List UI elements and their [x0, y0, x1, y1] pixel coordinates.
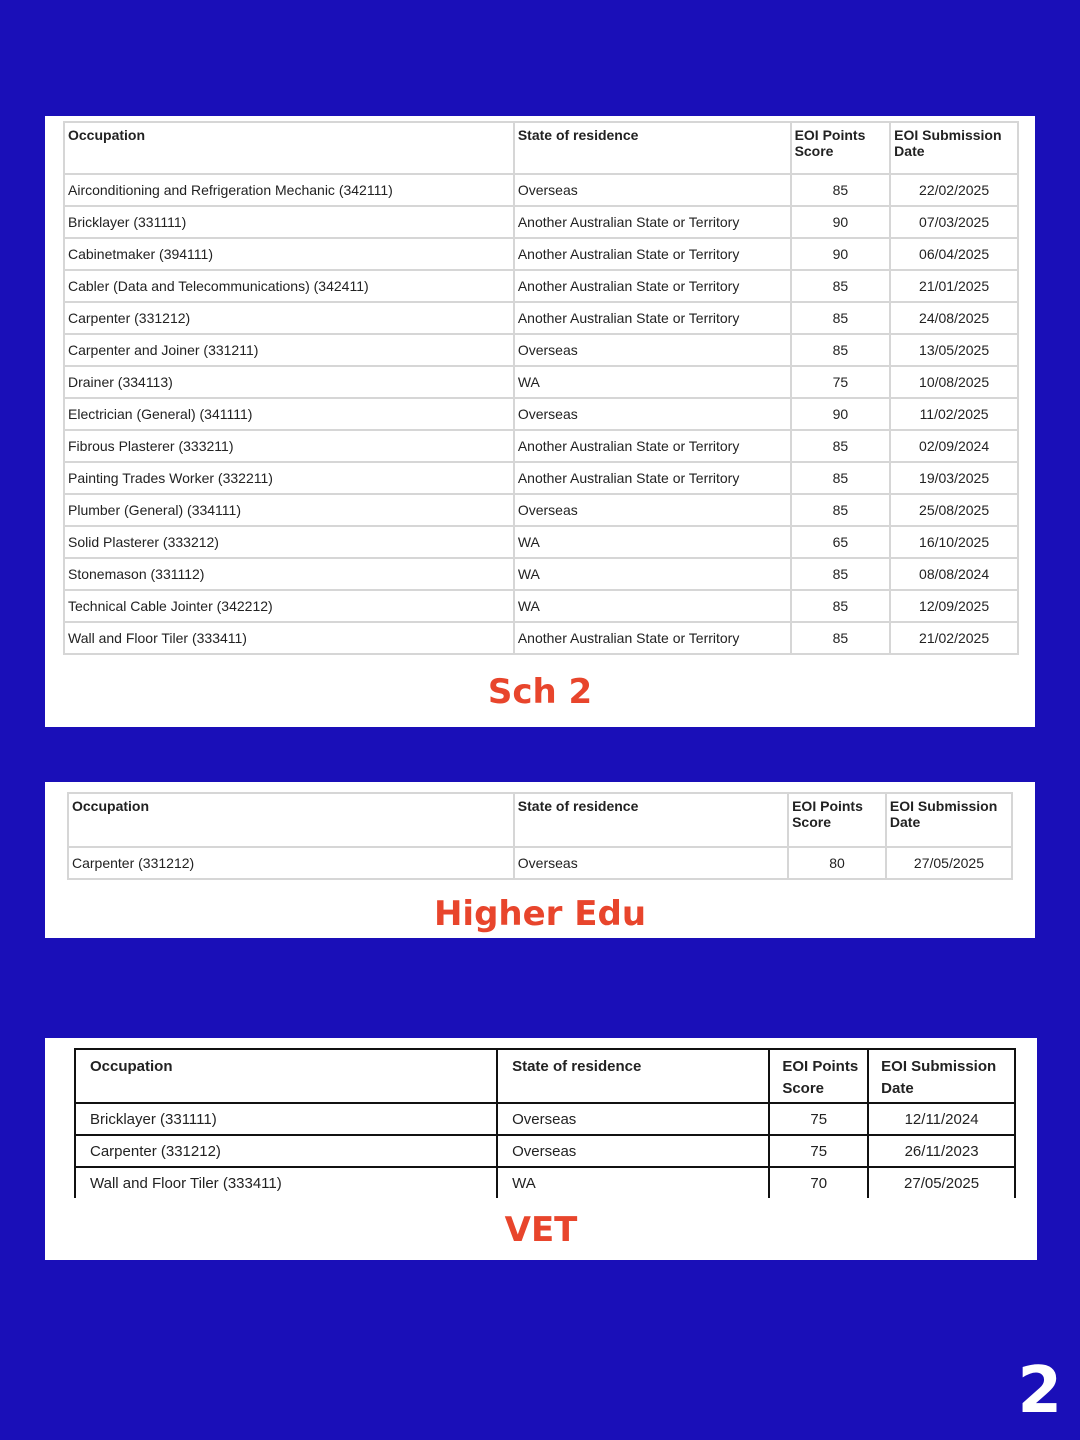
points-cell: 90 — [792, 399, 890, 429]
occupation-cell: Airconditioning and Refrigeration Mechanic (342111) — [65, 175, 513, 205]
vet-table — [74, 1048, 1016, 1198]
date-cell: 12/09/2025 — [891, 591, 1017, 621]
points-cell: 75 — [769, 1103, 868, 1135]
points-cell: 90 — [792, 239, 890, 269]
occupation-cell: Electrician (General) (341111) — [65, 399, 513, 429]
points-cell: 90 — [792, 207, 890, 237]
table-row — [65, 431, 1017, 461]
occupation-cell: Bricklayer (331111) — [75, 1103, 497, 1135]
table-row — [75, 1103, 1015, 1135]
state-cell: Overseas — [515, 495, 790, 525]
points-cell: 85 — [792, 175, 890, 205]
table-row — [65, 239, 1017, 269]
date-cell: 08/08/2024 — [891, 559, 1017, 589]
header-points: EOI Points Score — [769, 1049, 868, 1103]
state-cell: Another Australian State or Territory — [515, 623, 790, 653]
points-cell: 75 — [769, 1135, 868, 1167]
table-row — [65, 207, 1017, 237]
table-row — [69, 848, 1011, 878]
state-cell: WA — [515, 591, 790, 621]
table-header-row — [75, 1049, 1015, 1103]
header-points: EOI Points Score — [789, 794, 885, 846]
points-cell: 85 — [792, 463, 890, 493]
occupation-cell: Drainer (334113) — [65, 367, 513, 397]
header-state: State of residence — [497, 1049, 769, 1103]
higher-edu-panel — [45, 782, 1035, 938]
state-cell: Overseas — [497, 1135, 769, 1167]
table-row — [65, 591, 1017, 621]
header-occupation: Occupation — [65, 123, 513, 173]
header-date: EOI Submission Date — [887, 794, 1011, 846]
table-row — [75, 1135, 1015, 1167]
table-row — [65, 623, 1017, 653]
occupation-cell: Cabinetmaker (394111) — [65, 239, 513, 269]
table-header-row — [69, 794, 1011, 846]
points-cell: 85 — [792, 271, 890, 301]
state-cell: Another Australian State or Territory — [515, 303, 790, 333]
occupation-cell: Cabler (Data and Telecommunications) (342411) — [65, 271, 513, 301]
table-row — [65, 335, 1017, 365]
points-cell: 85 — [792, 335, 890, 365]
date-cell: 21/01/2025 — [891, 271, 1017, 301]
state-cell: Another Australian State or Territory — [515, 431, 790, 461]
table-row — [65, 527, 1017, 557]
state-cell: Another Australian State or Territory — [515, 207, 790, 237]
date-cell: 27/05/2025 — [887, 848, 1011, 878]
points-cell: 75 — [792, 367, 890, 397]
header-points: EOI Points Score — [792, 123, 890, 173]
header-date: EOI Submission Date — [868, 1049, 1015, 1103]
state-cell: Overseas — [515, 175, 790, 205]
table-row — [65, 399, 1017, 429]
table-row — [65, 271, 1017, 301]
date-cell: 27/05/2025 — [868, 1167, 1015, 1198]
points-cell: 85 — [792, 303, 890, 333]
table-row — [65, 303, 1017, 333]
state-cell: Overseas — [497, 1103, 769, 1135]
header-state: State of residence — [515, 123, 790, 173]
state-cell: Overseas — [515, 335, 790, 365]
date-cell: 26/11/2023 — [868, 1135, 1015, 1167]
occupation-cell: Fibrous Plasterer (333211) — [65, 431, 513, 461]
date-cell: 19/03/2025 — [891, 463, 1017, 493]
state-cell: WA — [515, 367, 790, 397]
sch2-table — [63, 121, 1019, 655]
occupation-cell: Carpenter (331212) — [65, 303, 513, 333]
sch2-panel — [45, 116, 1035, 727]
points-cell: 85 — [792, 495, 890, 525]
table-row — [65, 495, 1017, 525]
occupation-cell: Carpenter (331212) — [69, 848, 513, 878]
date-cell: 10/08/2025 — [891, 367, 1017, 397]
section-label-sch2: Sch 2 — [487, 672, 593, 712]
table-header-row — [65, 123, 1017, 173]
higher-edu-table — [67, 792, 1013, 880]
header-occupation: Occupation — [75, 1049, 497, 1103]
state-cell: WA — [515, 559, 790, 589]
date-cell: 16/10/2025 — [891, 527, 1017, 557]
occupation-cell: Bricklayer (331111) — [65, 207, 513, 237]
state-cell: Another Australian State or Territory — [515, 463, 790, 493]
vet-panel — [45, 1038, 1037, 1260]
table-row — [65, 559, 1017, 589]
occupation-cell: Carpenter (331212) — [75, 1135, 497, 1167]
points-cell: 85 — [792, 623, 890, 653]
occupation-cell: Stonemason (331112) — [65, 559, 513, 589]
points-cell: 70 — [769, 1167, 868, 1198]
points-cell: 85 — [792, 591, 890, 621]
date-cell: 12/11/2024 — [868, 1103, 1015, 1135]
points-cell: 85 — [792, 431, 890, 461]
section-label-higher-edu: Higher Edu — [433, 894, 647, 934]
points-cell: 65 — [792, 527, 890, 557]
date-cell: 25/08/2025 — [891, 495, 1017, 525]
occupation-cell: Carpenter and Joiner (331211) — [65, 335, 513, 365]
occupation-cell: Wall and Floor Tiler (333411) — [65, 623, 513, 653]
occupation-cell: Solid Plasterer (333212) — [65, 527, 513, 557]
date-cell: 24/08/2025 — [891, 303, 1017, 333]
table-row — [65, 367, 1017, 397]
state-cell: Overseas — [515, 399, 790, 429]
date-cell: 02/09/2024 — [891, 431, 1017, 461]
header-state: State of residence — [515, 794, 787, 846]
date-cell: 07/03/2025 — [891, 207, 1017, 237]
state-cell: Another Australian State or Territory — [515, 271, 790, 301]
occupation-cell: Painting Trades Worker (332211) — [65, 463, 513, 493]
date-cell: 11/02/2025 — [891, 399, 1017, 429]
date-cell: 21/02/2025 — [891, 623, 1017, 653]
section-label-vet: VET — [504, 1210, 578, 1250]
page-number: 2 — [1017, 1354, 1062, 1428]
header-date: EOI Submission Date — [891, 123, 1017, 173]
state-cell: WA — [497, 1167, 769, 1198]
table-row — [65, 463, 1017, 493]
table-row — [75, 1167, 1015, 1198]
date-cell: 06/04/2025 — [891, 239, 1017, 269]
state-cell: Another Australian State or Territory — [515, 239, 790, 269]
state-cell: Overseas — [515, 848, 787, 878]
state-cell: WA — [515, 527, 790, 557]
date-cell: 13/05/2025 — [891, 335, 1017, 365]
header-occupation: Occupation — [69, 794, 513, 846]
table-row — [65, 175, 1017, 205]
occupation-cell: Plumber (General) (334111) — [65, 495, 513, 525]
points-cell: 85 — [792, 559, 890, 589]
occupation-cell: Technical Cable Jointer (342212) — [65, 591, 513, 621]
date-cell: 22/02/2025 — [891, 175, 1017, 205]
occupation-cell: Wall and Floor Tiler (333411) — [75, 1167, 497, 1198]
points-cell: 80 — [789, 848, 885, 878]
